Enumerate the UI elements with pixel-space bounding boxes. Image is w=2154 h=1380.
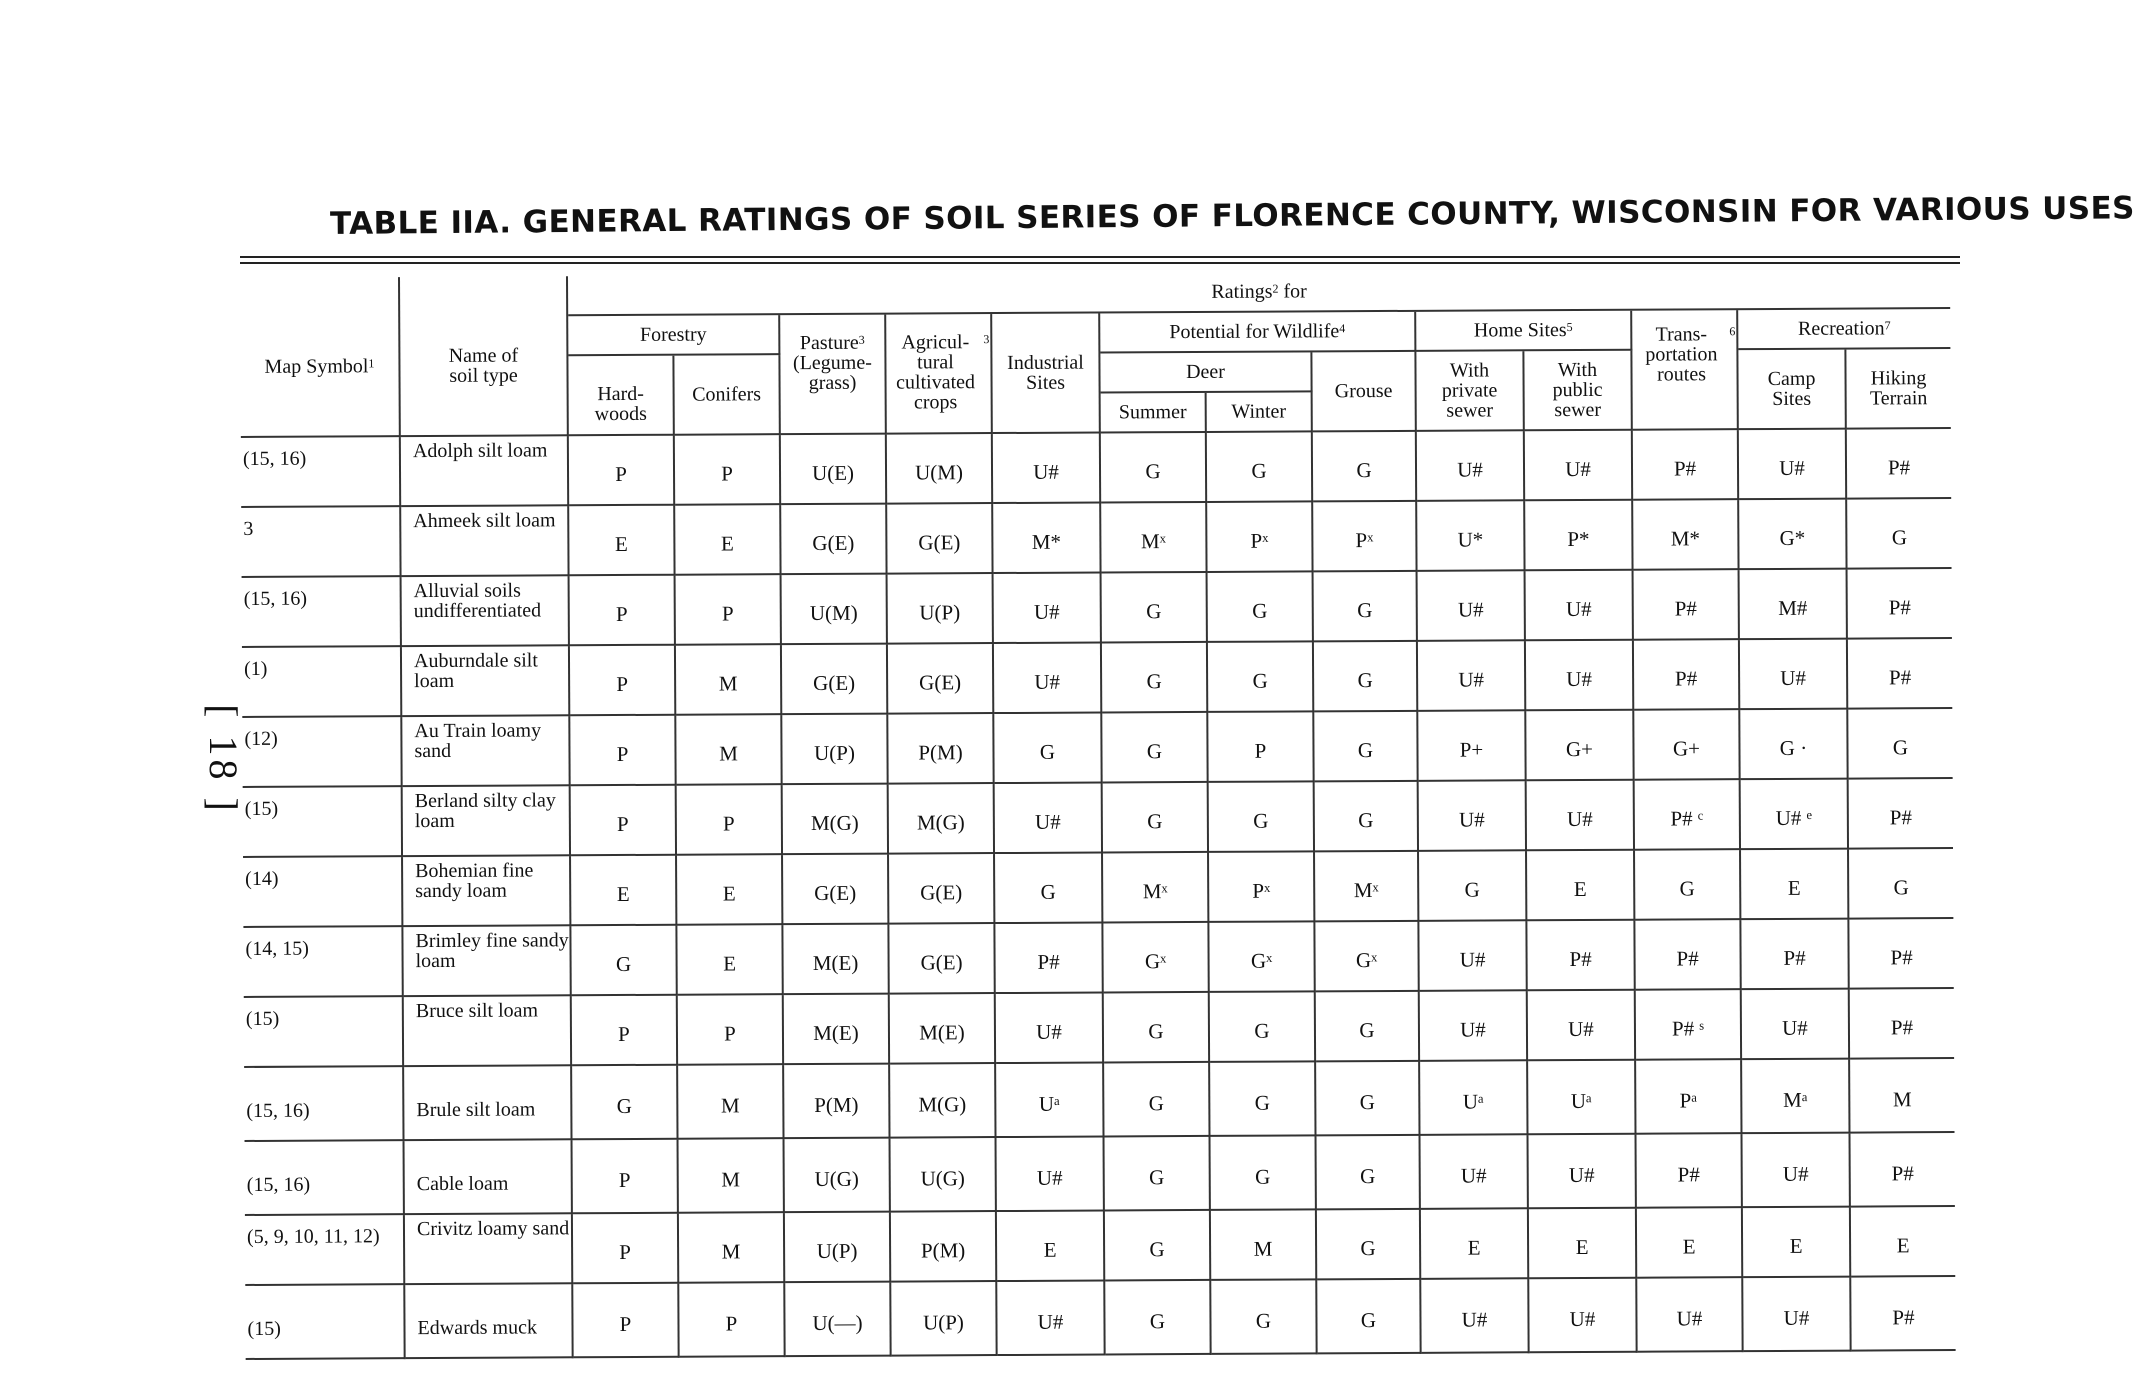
rating-cell: Uᵃ xyxy=(1528,1061,1636,1136)
rating-cell: U# xyxy=(994,573,1102,644)
rating-cell: G · xyxy=(1740,710,1848,781)
soil-name-cell: Au Train loamy sand xyxy=(402,716,570,787)
rating-cell: U# xyxy=(1419,781,1527,852)
rating-cell: Mᵃ xyxy=(1742,1060,1850,1135)
rating-cell: M xyxy=(679,1139,785,1214)
rating-cell: G xyxy=(1208,572,1314,643)
rating-cell: P# xyxy=(1849,779,1953,850)
rating-cell: U(G) xyxy=(785,1139,891,1214)
table-row xyxy=(244,989,1954,1068)
rating-cell: P# xyxy=(1851,1277,1955,1352)
grouse-header: Grouse xyxy=(1312,352,1416,433)
rating-cell: U# xyxy=(1525,431,1633,502)
table-row xyxy=(245,1207,1955,1286)
soil-name-cell: Brule silt loam xyxy=(404,1066,572,1141)
rating-cell: P# xyxy=(1635,920,1741,991)
rating-cell: U# xyxy=(996,993,1104,1064)
rating-cell: P# xyxy=(1634,640,1740,711)
rating-cell: G xyxy=(1209,782,1315,853)
rating-cell: G xyxy=(1101,433,1207,504)
rating-cell: P xyxy=(679,1283,785,1358)
rating-cell: P xyxy=(570,646,676,717)
rating-cell: E xyxy=(569,506,675,577)
table-row xyxy=(241,499,1951,578)
ratings-table xyxy=(240,269,1956,1360)
rating-cell: U(P) xyxy=(891,1282,997,1357)
map-symbol-cell: (15, 16) xyxy=(241,437,401,508)
rating-cell: E xyxy=(1529,1209,1637,1280)
rating-cell: Gˣ xyxy=(1103,923,1209,994)
rating-cell: M# xyxy=(1740,570,1848,641)
rating-cell: Gˣ xyxy=(1315,922,1419,993)
rating-cell: U# xyxy=(1637,1278,1743,1353)
rating-cell: G xyxy=(1105,1137,1211,1212)
rating-cell: P# ᶜ xyxy=(1635,780,1741,851)
rating-cell: E xyxy=(997,1211,1105,1282)
agricultural-header: Agricul- tural cultivated crops$^3$ xyxy=(886,314,993,435)
deer-header: Deer xyxy=(1100,352,1312,393)
soil-name-cell: Bruce silt loam xyxy=(404,996,572,1067)
rating-cell: G xyxy=(1316,992,1420,1063)
rating-cell: U(P) xyxy=(785,1213,891,1284)
rating-cell: Gˣ xyxy=(1209,922,1315,993)
rating-cell: U# xyxy=(1743,1134,1851,1209)
rating-cell: E xyxy=(675,505,781,576)
rating-cell: P# xyxy=(995,923,1103,994)
table-row xyxy=(243,779,1953,858)
rating-cell: G xyxy=(1317,1136,1421,1211)
rating-cell: M(E) xyxy=(890,994,996,1065)
rating-cell: G xyxy=(1104,1063,1210,1138)
soil-name-cell: Brimley fine sandy loam xyxy=(403,926,571,997)
rating-cell: P xyxy=(573,1140,679,1215)
table-title: TABLE IIA. GENERAL RATINGS OF SOIL SERIES OF FLORENCE COUNTY, WISCONSIN FOR VARIOUS USES xyxy=(329,190,2135,242)
rating-cell: G xyxy=(1635,850,1741,921)
rating-cell: G(E) xyxy=(887,504,993,575)
rating-cell: P xyxy=(676,575,782,646)
rating-cell: P# ˢ xyxy=(1636,990,1742,1061)
soil-name-cell: Berland silty clay loam xyxy=(403,786,571,857)
map-symbol-cell: (15, 16) xyxy=(244,1067,404,1142)
ratings-table-wrap xyxy=(240,269,1956,1360)
soil-name-header: Name of soil type xyxy=(400,276,569,437)
soil-name-cell: Bohemian fine sandy loam xyxy=(403,856,571,927)
recreation-header: Recreation$^7$ xyxy=(1738,309,1950,350)
rating-cell: G+ xyxy=(1526,711,1634,782)
rating-cell: G xyxy=(994,713,1102,784)
soil-name-cell: Ahmeek silt loam xyxy=(401,506,569,577)
rating-cell: U# xyxy=(1419,921,1527,992)
rating-cell: M xyxy=(678,1065,784,1140)
rating-cell: G xyxy=(1208,642,1314,713)
summer-header: Summer xyxy=(1101,393,1207,434)
rating-cell: U# xyxy=(1529,1135,1637,1210)
rating-cell: P# xyxy=(1527,921,1635,992)
table-row xyxy=(242,639,1952,718)
map-symbol-cell: (14, 15) xyxy=(243,927,403,998)
rating-cell: U# xyxy=(997,1281,1105,1356)
rating-cell: G xyxy=(1314,572,1418,643)
rating-cell: P xyxy=(572,996,678,1067)
rating-cell: U# xyxy=(1529,1279,1637,1354)
map-symbol-cell: (15) xyxy=(244,997,404,1068)
rating-cell: G xyxy=(1105,1281,1211,1356)
rating-cell: G xyxy=(1849,849,1953,920)
rating-cell: Pˣ xyxy=(1207,502,1313,573)
rating-cell: U(P) xyxy=(888,574,994,645)
rating-cell: E xyxy=(1637,1208,1743,1279)
rating-cell: P xyxy=(571,786,677,857)
rating-cell: P(M) xyxy=(891,1212,997,1283)
private-sewer-header: With private sewer xyxy=(1416,351,1524,432)
rating-cell: U# xyxy=(1418,641,1526,712)
rating-cell: G xyxy=(571,926,677,997)
ratings-header: Ratings$^2$ for xyxy=(568,269,1950,316)
rating-cell: U# xyxy=(994,643,1102,714)
rating-cell: M xyxy=(679,1213,785,1284)
rating-cell: U# xyxy=(1420,991,1528,1062)
table-body xyxy=(241,429,1956,1360)
rating-cell: U# xyxy=(1739,430,1847,501)
rating-cell: G(E) xyxy=(889,924,995,995)
map-symbol-cell: (15) xyxy=(245,1285,405,1360)
rating-cell: G xyxy=(1210,1062,1316,1137)
table-row xyxy=(242,569,1952,648)
rating-cell: P# xyxy=(1848,569,1952,640)
rating-cell: U(E) xyxy=(781,435,887,506)
winter-header: Winter xyxy=(1207,392,1313,433)
page-number: [ 18 ] xyxy=(200,704,246,815)
rating-cell: E xyxy=(1527,851,1635,922)
rating-cell: G+ xyxy=(1634,710,1740,781)
rating-cell: P xyxy=(678,995,784,1066)
rating-cell: U# xyxy=(1421,1135,1529,1210)
rating-cell: Pᵃ xyxy=(1636,1060,1742,1135)
rating-cell: P(M) xyxy=(888,714,994,785)
hiking-header: Hiking Terrain xyxy=(1846,349,1950,430)
rating-cell: Mˣ xyxy=(1315,852,1419,923)
rating-cell: M* xyxy=(1633,500,1739,571)
rating-cell: G xyxy=(1314,642,1418,713)
rating-cell: Pˣ xyxy=(1209,852,1315,923)
rating-cell: G xyxy=(1105,1211,1211,1282)
rating-cell: E xyxy=(1743,1208,1851,1279)
soil-name-cell: Adolph silt loam xyxy=(401,436,569,507)
rating-cell: G* xyxy=(1739,500,1847,571)
rating-cell: G xyxy=(572,1066,678,1141)
rating-cell: U# xyxy=(1421,1279,1529,1354)
map-symbol-cell: (5, 9, 10, 11, 12) xyxy=(245,1215,405,1286)
rating-cell: P xyxy=(570,716,676,787)
rating-cell: G xyxy=(1103,783,1209,854)
rating-cell: U# ᵉ xyxy=(1741,780,1849,851)
table-row xyxy=(245,1133,1955,1216)
soil-name-cell: Auburndale silt loam xyxy=(402,646,570,717)
rating-cell: P(M) xyxy=(784,1065,890,1140)
table-row xyxy=(241,429,1951,508)
rating-cell: G xyxy=(1102,643,1208,714)
rating-cell: U# xyxy=(1526,641,1634,712)
rating-cell: E xyxy=(571,856,677,927)
rating-cell: E xyxy=(1741,850,1849,921)
title-rule xyxy=(240,256,1960,258)
soil-name-cell: Edwards muck xyxy=(405,1284,573,1359)
rating-cell: G xyxy=(1102,573,1208,644)
rating-cell: P xyxy=(573,1284,679,1359)
rating-cell: U(G) xyxy=(891,1138,997,1213)
rating-cell: U* xyxy=(1417,501,1525,572)
rating-cell: P xyxy=(675,435,781,506)
map-symbol-cell: (14) xyxy=(243,857,403,928)
rating-cell: Uᵃ xyxy=(1420,1061,1528,1136)
rating-cell: E xyxy=(1851,1207,1955,1278)
rating-cell: G xyxy=(1316,1062,1420,1137)
rating-cell: U# xyxy=(995,783,1103,854)
transportation-header: Trans- portation routes$^6$ xyxy=(1632,310,1739,431)
forestry-header: Forestry xyxy=(568,315,780,356)
rating-cell: P# xyxy=(1741,920,1849,991)
camp-sites-header: Camp Sites xyxy=(1738,350,1846,431)
rating-cell: U(P) xyxy=(782,715,888,786)
rating-cell: U# xyxy=(1527,781,1635,852)
soil-name-cell: Crivitz loamy sand xyxy=(405,1214,573,1285)
rating-cell: P# xyxy=(1850,989,1954,1060)
table-row xyxy=(245,1277,1955,1360)
soil-name-cell: Cable loam xyxy=(405,1140,573,1215)
rating-cell: G xyxy=(1211,1136,1317,1211)
rating-cell: P# xyxy=(1847,429,1951,500)
table-row xyxy=(243,849,1953,928)
rating-cell: M(E) xyxy=(783,925,889,996)
rating-cell: P# xyxy=(1851,1133,1955,1208)
home-sites-header: Home Sites$^5$ xyxy=(1416,311,1632,352)
rating-cell: G xyxy=(1102,713,1208,784)
rating-cell: P xyxy=(1208,712,1314,783)
pasture-header: Pasture$^3$ (Legume- grass) xyxy=(780,315,887,436)
rating-cell: G xyxy=(1210,992,1316,1063)
rating-cell: G xyxy=(1315,782,1419,853)
rating-cell: G xyxy=(1317,1210,1421,1281)
public-sewer-header: With public sewer xyxy=(1524,351,1632,432)
rating-cell: Mˣ xyxy=(1101,503,1207,574)
rating-cell: P# xyxy=(1848,639,1952,710)
rating-cell: U# xyxy=(1418,571,1526,642)
rating-cell: U# xyxy=(1742,990,1850,1061)
rating-cell: M xyxy=(1211,1210,1317,1281)
rating-cell: P+ xyxy=(1418,711,1526,782)
rating-cell: G xyxy=(1314,712,1418,783)
rating-cell: U# xyxy=(1740,640,1848,711)
rating-cell: U# xyxy=(1526,571,1634,642)
rating-cell: G xyxy=(995,853,1103,924)
wildlife-header: Potential for Wildlife$^4$ xyxy=(1100,312,1416,354)
rating-cell: M xyxy=(1850,1059,1954,1134)
rating-cell: U# xyxy=(1417,431,1525,502)
rating-cell: M(G) xyxy=(890,1064,996,1139)
rating-cell: U# xyxy=(993,433,1101,504)
rating-cell: P xyxy=(573,1214,679,1285)
rating-cell: P# xyxy=(1637,1134,1743,1209)
table-row xyxy=(244,1059,1954,1142)
rating-cell: U# xyxy=(997,1137,1105,1212)
rating-cell: G(E) xyxy=(783,855,889,926)
rating-cell: E xyxy=(677,855,783,926)
rating-cell: M(G) xyxy=(783,785,889,856)
rating-cell: M* xyxy=(993,503,1101,574)
rating-cell: P xyxy=(569,436,675,507)
rating-cell: G(E) xyxy=(781,505,887,576)
map-symbol-cell: (12) xyxy=(242,717,402,788)
soil-name-cell: Alluvial soils undifferentiated xyxy=(402,576,570,647)
rating-cell: Uᵃ xyxy=(996,1063,1104,1138)
map-symbol-cell: 3 xyxy=(241,507,401,578)
rating-cell: P# xyxy=(1849,919,1953,990)
rating-cell: G xyxy=(1211,1280,1317,1355)
title-rule xyxy=(240,262,1960,264)
rating-cell: U# xyxy=(1743,1278,1851,1353)
rating-cell: M(E) xyxy=(784,995,890,1066)
rating-cell: U(M) xyxy=(887,434,993,505)
rating-cell: G xyxy=(1419,851,1527,922)
table-row xyxy=(243,919,1953,998)
table-row xyxy=(242,709,1952,788)
rating-cell: M xyxy=(676,645,782,716)
rating-cell: P xyxy=(677,785,783,856)
conifers-header: Conifers xyxy=(674,355,780,436)
rating-cell: E xyxy=(677,925,783,996)
rating-cell: G(E) xyxy=(782,645,888,716)
rating-cell: E xyxy=(1421,1209,1529,1280)
rating-cell: P# xyxy=(1633,430,1739,501)
rating-cell: U(M) xyxy=(782,575,888,646)
rating-cell: G xyxy=(1848,709,1952,780)
rating-cell: G xyxy=(1313,432,1417,503)
map-symbol-header: Map Symbol$^1$ xyxy=(240,277,401,438)
rating-cell: G xyxy=(1847,499,1951,570)
rating-cell: G(E) xyxy=(888,644,994,715)
map-symbol-cell: (15) xyxy=(243,787,403,858)
rating-cell: G xyxy=(1207,432,1313,503)
rating-cell: Pˣ xyxy=(1313,502,1417,573)
rating-cell: P* xyxy=(1525,501,1633,572)
map-symbol-cell: (1) xyxy=(242,647,402,718)
rating-cell: G(E) xyxy=(889,854,995,925)
rating-cell: U# xyxy=(1528,991,1636,1062)
map-symbol-cell: (15, 16) xyxy=(242,577,402,648)
rating-cell: P# xyxy=(1634,570,1740,641)
industrial-header: Industrial Sites xyxy=(992,313,1101,434)
rating-cell: P xyxy=(570,576,676,647)
rating-cell: Mˣ xyxy=(1103,853,1209,924)
rating-cell: G xyxy=(1104,993,1210,1064)
hardwoods-header: Hard- woods xyxy=(568,356,674,437)
rating-cell: M(G) xyxy=(889,784,995,855)
rating-cell: G xyxy=(1317,1280,1421,1355)
rating-cell: M xyxy=(676,715,782,786)
rating-cell: U(—) xyxy=(785,1283,891,1358)
map-symbol-cell: (15, 16) xyxy=(245,1141,405,1216)
